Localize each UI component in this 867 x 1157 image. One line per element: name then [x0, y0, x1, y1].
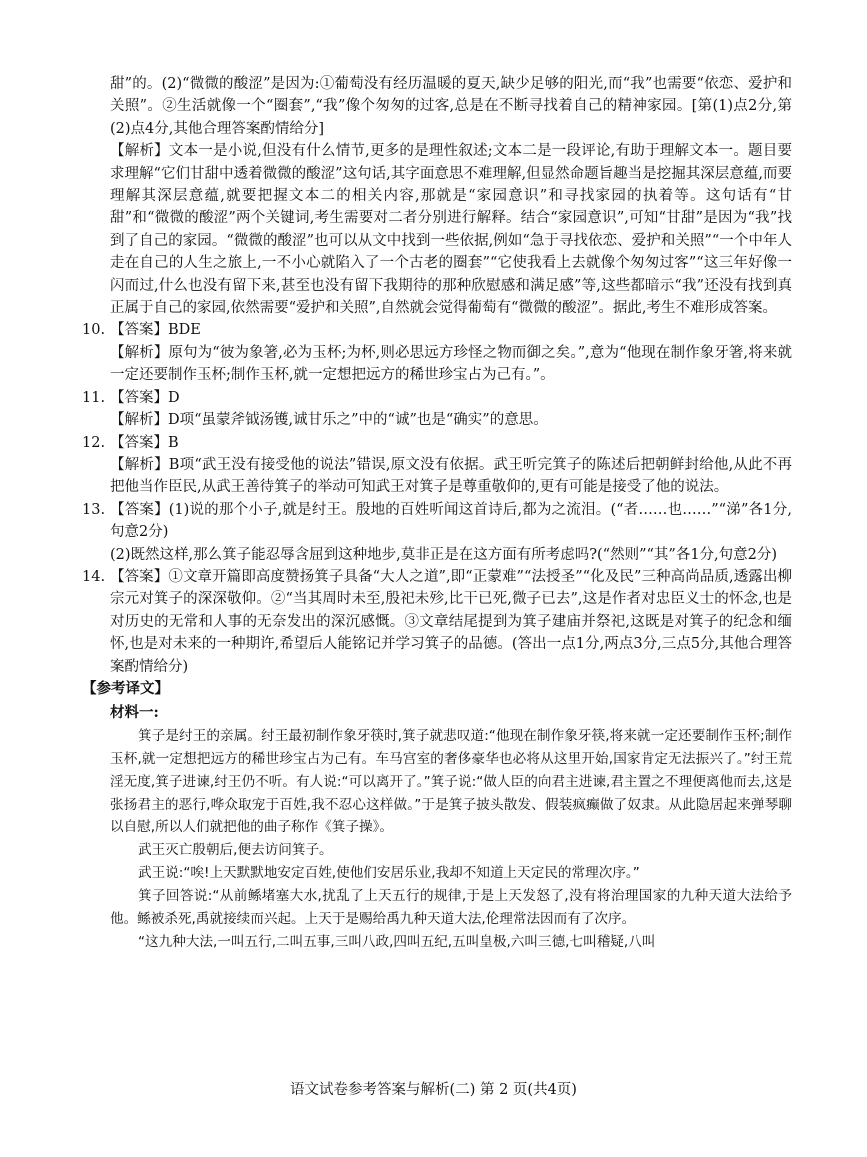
question-14: [82, 566, 792, 678]
translation-paragraph: 武王说:“唉!上天默默地安定百姓,使他们安居乐业,我却不知道上天定民的常理次序。”: [138, 865, 640, 882]
question-number: 10.: [82, 322, 106, 339]
answer-text: 【答案】①文章开篇即高度赞扬箕子具备“大人之道”,即“正蒙难”“法授圣”“化及民”三种高尚品质,透露出柳宗元对箕子的深深敬仰。②“当其周时未至,殷祀未殄,比干已死,微子已去”,这是作者对忠臣义士的怀念,也是对历史的无常和人事的无奈发出的深沉感慨。③文章结尾提到为箕子建庙并祭祀,这既是对箕子的纪念和缅怀,也是对未来的一种期许,希望后人能铭记并学习箕子的品德。(答出一点1分,两点3分,三点5分,其他合理答案酌情给分): [110, 568, 792, 675]
document-body: [82, 73, 792, 954]
answer-9-continuation: 甜”的。(2)“微微的酸涩”是因为:①葡萄没有经历温暖的夏天,缺少足够的阳光,而“我”也需要“依恋、爱护和关照”。②生活就像一个“圈套”,“我”像个匆匆的过客,总是在不断寻找着自己的精神家园。[第(1)点2分,第(2)点4分,其他合理答案酌情给分]: [110, 76, 792, 137]
question-13: [82, 499, 792, 566]
translation-paragraph: “这九种大法,一叫五行,二叫五事,三叫八政,四叫五纪,五叫皇极,六叫三德,七叫稽疑,八叫: [138, 933, 656, 950]
page-footer: 语文试卷参考答案与解析(二) 第 2 页(共4页): [290, 1082, 577, 1098]
analysis-text: 【解析】原句为“彼为象箸,必为玉杯;为杯,则必思远方珍怪之物而御之矣。”,意为“他现在制作象牙箸,将来就一定还要制作玉杯;制作玉杯,就一定想把远方的稀世珍宝占为己有。”。: [110, 344, 792, 384]
analysis-text: 【解析】D项“虽蒙斧钺汤镬,诚甘乐之”中的“诚”也是“确实”的意思。: [110, 412, 548, 429]
answer-text: 【答案】B: [110, 434, 179, 451]
material-label: 材料一:: [110, 704, 159, 722]
question-number: 11.: [82, 389, 106, 406]
analysis-text: 【解析】B项“武王没有接受他的说法”错误,原文没有依据。武王听完箕子的陈述后把朝鲜封给他,从此不再把他当作臣民,从武王善待箕子的举动可知武王对箕子是尊重敬仰的,更有可能是接受了他的说法。: [110, 456, 792, 496]
translation-paragraph: 箕子是纣王的亲属。纣王最初制作象牙筷时,箕子就悲叹道:“他现在制作象牙筷,将来就一定还要制作玉杯;制作玉杯,就一定想把远方的稀世珍宝占为己有。车马宫室的奢侈豪华也必将从这里开始,国家肯定无法振兴了。”纣王荒淫无度,箕子进谏,纣王仍不听。有人说:“可以离开了。”箕子说:“做人臣的向君主进谏,君主置之不理便离他而去,这是张扬君主的恶行,哗众取宠于百姓,我不忍心这样做。”于是箕子披头散发、假装疯癫做了奴隶。从此隐居起来弹琴聊以自慰,所以人们就把他的曲子称作《箕子操》。: [110, 727, 792, 836]
question-number: 14.: [82, 568, 106, 585]
analysis-9: 【解析】文本一是小说,但没有什么情节,更多的是理性叙述;文本二是一段评论,有助于理解文本一。题目要求理解“它们甘甜中透着微微的酸涩”这句话,其字面意思不难理解,但显然命题旨趣当是挖掘其深层意蕴,而要理解其深层意蕴,就要把握文本二的相关内容,那就是“家园意识”和寻找家园的执着等。这句话有“甘甜”和“微微的酸涩”两个关键词,考生需要对二者分别进行解释。结合“家园意识”,可知“甘甜”是因为“我”找到了自己的家园。“微微的酸涩”也可以从文中找到一些依据,例如“急于寻找依恋、爱护和关照”“一个中年人走在自己的人生之旅上,一不小心就陷入了一个古老的圈套”“它使我看上去就像个匆匆过客”“这三年好像一闪而过,什么也没有留下来,甚至也没有留下我期待的那种欣慰感和满足感”等,这些都暗示“我”还没有找到真正属于自己的家园,依然需要“爱护和关照”,自然就会觉得葡萄有“微微的酸涩”。据此,考生不难形成答案。: [110, 143, 792, 317]
translation-paragraph: 武王灭亡殷朝后,便去访问箕子。: [138, 842, 333, 859]
answer-text: 【答案】BDE: [110, 322, 201, 339]
answer-text: 【答案】(1)说的那个小子,就是纣王。殷地的百姓听闻这首诗后,都为之流泪。(“者……也……”“涕”各1分,句意2分): [110, 501, 792, 541]
answer-text: 【答案】D: [110, 389, 180, 406]
question-12: [82, 432, 792, 499]
question-11: [82, 387, 792, 432]
answer-part-2: (2)既然这样,那么箕子能忍辱含屈到这种地步,莫非正是在这方面有所考虑吗?(“然则”“其”各1分,句意2分): [110, 546, 778, 563]
question-number: 12.: [82, 434, 106, 451]
question-10: [82, 319, 792, 386]
question-number: 13.: [82, 501, 106, 518]
translation-paragraph: 箕子回答说:“从前鲧堵塞大水,扰乱了上天五行的规律,于是上天发怒了,没有将治理国家的九种天道大法给予他。鲧被杀死,禹就接续而兴起。上天于是赐给禹九种天道大法,伦理常法因而有了次序。: [110, 888, 792, 928]
reference-translation-heading: 【参考译文】: [82, 679, 169, 697]
